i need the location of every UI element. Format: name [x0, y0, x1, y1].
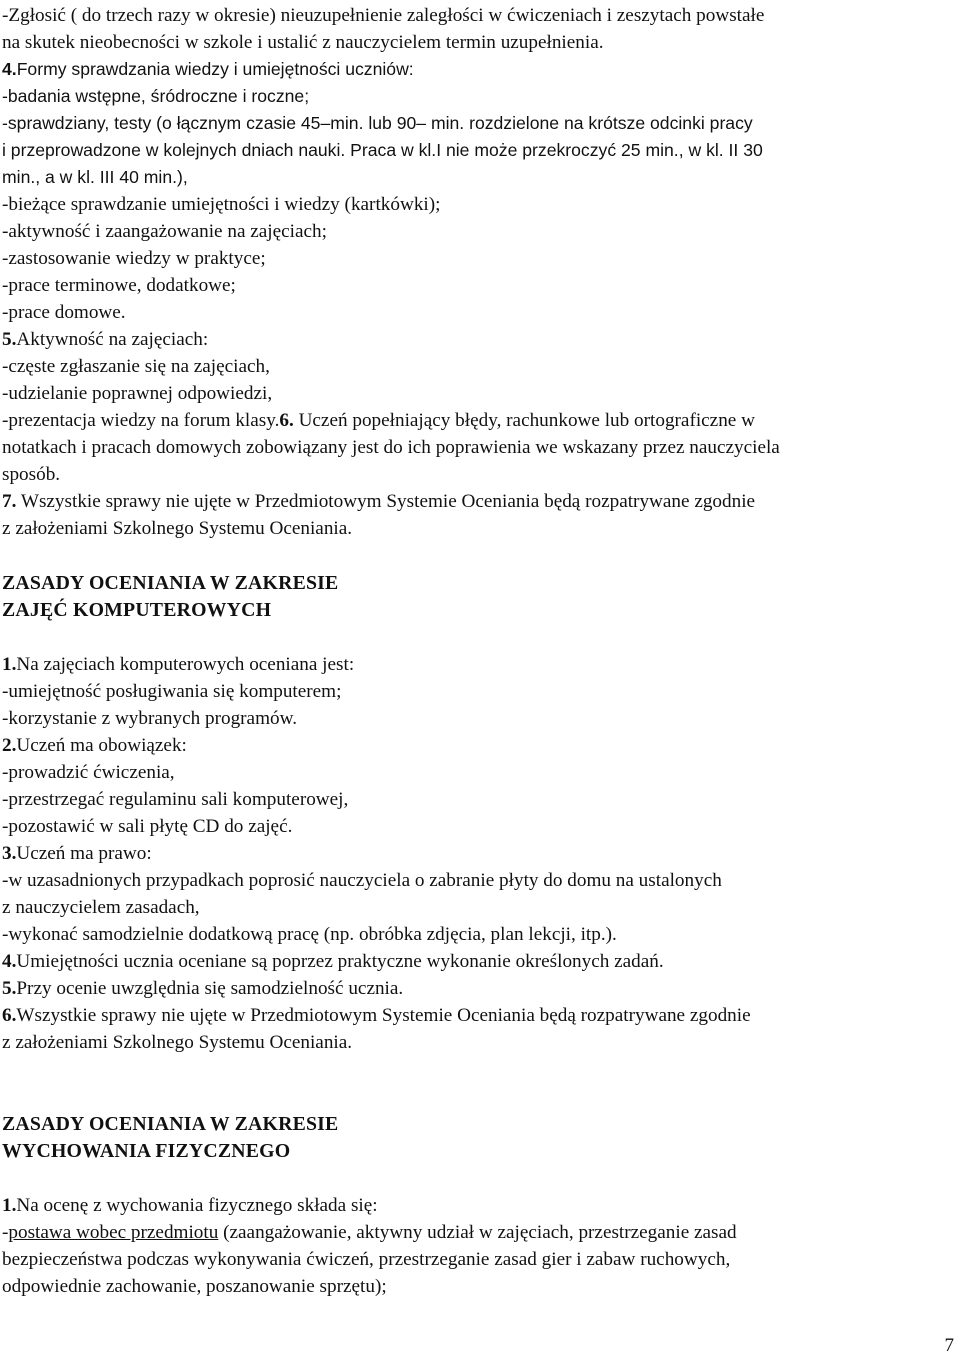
text-span: -prezentacja wiedzy na forum klasy. [2, 410, 280, 431]
text-line [2, 948, 958, 975]
text-line [2, 380, 958, 407]
text-line [2, 461, 958, 488]
text-span: -sprawdziany, testy (o łącznym czasie 45 [2, 113, 321, 133]
text-line [2, 434, 958, 461]
text-line [2, 245, 958, 272]
text-span: Uczeń popełniający błędy, rachunkowe lub ortograficzne w [293, 410, 755, 431]
text-span: z założeniami Szkolnego Systemu Oceniania. [2, 1032, 353, 1053]
text-line [2, 299, 958, 326]
text-span: -udzielanie poprawnej odpowiedzi, [2, 383, 273, 404]
text-line [2, 813, 958, 840]
item-number: 6. [279, 410, 294, 431]
item-number: 6. [2, 1005, 17, 1026]
text-span: (zaangażowanie, aktywny udział w zajęciach, przestrzeganie zasad [218, 1222, 737, 1243]
text-line [2, 1002, 958, 1029]
text-line [2, 1273, 958, 1300]
text-span: i przeprowadzone w kolejnych dniach nauki. Praca w kl.I [2, 140, 442, 160]
text-span: Na ocenę z wychowania fizycznego składa się: [16, 1195, 378, 1216]
page-number: 7 [944, 1335, 954, 1356]
text-line [2, 2, 958, 29]
text-span: -prowadzić ćwiczenia, [2, 762, 175, 783]
text-span: z nauczycielem zasadach, [2, 897, 200, 918]
text-span: Umiejętności ucznia oceniane są poprzez praktyczne wykonanie określonych zadań. [16, 951, 664, 972]
text-span: z założeniami Szkolnego Systemu Oceniania. [2, 518, 353, 539]
text-line [2, 110, 958, 137]
text-line [2, 678, 958, 705]
text-span: -badania wstępne, śródroczne i roczne; [2, 86, 310, 106]
text-span: Przy ocenie uwzględnia się samodzielność ucznia. [16, 978, 404, 999]
text-line [2, 1219, 958, 1246]
text-line [2, 867, 958, 894]
text-line [2, 326, 958, 353]
text-span: Uczeń ma prawo: [16, 843, 152, 864]
text-line [2, 218, 958, 245]
text-span: Wszystkie sprawy nie ujęte w Przedmiotowym Systemie Oceniania będą rozpatrywane zgodnie [16, 1005, 751, 1026]
text-span: -korzystanie z wybranych programów. [2, 708, 297, 729]
text-span: -zastosowanie wiedzy w praktyce; [2, 248, 266, 269]
text-span: bezpieczeństwa podczas wykonywania ćwiczeń, przestrzeganie zasad gier i zabaw ruchowych, [2, 1249, 731, 1270]
section-heading: ZASADY OCENIANIA W ZAKRESIE [2, 572, 339, 594]
text-line [2, 83, 958, 110]
text-line [2, 651, 958, 678]
item-number: 5. [2, 329, 17, 350]
text-line [2, 705, 958, 732]
text-line [2, 894, 958, 921]
text-line [2, 1192, 958, 1219]
item-number: 1. [2, 654, 17, 675]
section-heading: WYCHOWANIA FIZYCZNEGO [2, 1140, 291, 1162]
text-line [2, 840, 958, 867]
text-line [2, 1246, 958, 1273]
text-line [2, 786, 958, 813]
text-span: -umiejętność posługiwania się komputerem; [2, 681, 342, 702]
item-number: 2. [2, 735, 17, 756]
text-span: -bieżące sprawdzanie umiejętności i wiedzy (kartkówki); [2, 194, 441, 215]
text-span: Aktywność na zajęciach: [16, 329, 209, 350]
section-heading: ZASADY OCENIANIA W ZAKRESIE [2, 1113, 339, 1135]
text-line [2, 488, 958, 515]
text-line [2, 975, 958, 1002]
text-line [2, 515, 958, 542]
underlined-term: postawa wobec przedmiotu [8, 1222, 219, 1243]
item-number: 3. [2, 843, 17, 864]
text-line [2, 191, 958, 218]
text-span: na skutek nieobecności w szkole i ustalić z nauczycielem termin uzupełnienia. [2, 32, 604, 53]
text-span: -przestrzegać regulaminu sali komputerowej, [2, 789, 349, 810]
text-span: -prace terminowe, dodatkowe; [2, 275, 236, 296]
text-span: -pozostawić w sali płytę CD do zajęć. [2, 816, 293, 837]
text-span: - [2, 1222, 9, 1243]
text-line [2, 137, 958, 164]
text-line [2, 164, 958, 191]
text-line [2, 921, 958, 948]
text-span: -w uzasadnionych przypadkach poprosić nauczyciela o zabranie płyty do domu na ustalonych [2, 870, 722, 891]
item-number: 7. [2, 491, 17, 512]
text-span: Formy sprawdzania wiedzy i umiejętności uczniów: [16, 59, 414, 79]
item-number: 4. [2, 59, 17, 79]
text-span: -częste zgłaszanie się na zajęciach, [2, 356, 270, 377]
text-line [2, 353, 958, 380]
text-line [2, 272, 958, 299]
text-span: min., a w kl. III 40 min.), [2, 167, 188, 187]
text-line [2, 29, 958, 56]
section-heading: ZAJĘĆ KOMPUTEROWYCH [2, 599, 272, 621]
text-span: -wykonać samodzielnie dodatkową pracę (np. obróbka zdjęcia, plan lekcji, itp.). [2, 924, 617, 945]
text-span: -Zgłosić ( do trzech razy w okresie) nieuzupełnienie zaległości w ćwiczeniach i zeszytach powstałe [2, 5, 765, 26]
text-line [2, 1029, 958, 1056]
text-span: -prace domowe. [2, 302, 126, 323]
text-span: –min. lub 90– min. rozdzielone na krótsze odcinki pracy [320, 113, 753, 133]
text-span: Uczeń ma obowiązek: [16, 735, 187, 756]
text-span: -aktywność i zaangażowanie na zajęciach; [2, 221, 327, 242]
item-number: 1. [2, 1195, 17, 1216]
text-line [2, 407, 958, 434]
text-span: Wszystkie sprawy nie ujęte w Przedmiotowym Systemie Oceniania będą rozpatrywane zgodnie [16, 491, 756, 512]
text-span: odpowiednie zachowanie, poszanowanie sprzętu); [2, 1276, 387, 1297]
text-line [2, 759, 958, 786]
text-span: notatkach i pracach domowych zobowiązany jest do ich poprawienia we wskazany przez nauczyciela [2, 437, 780, 458]
text-span: sposób. [2, 464, 61, 485]
item-number: 4. [2, 951, 17, 972]
item-number: 5. [2, 978, 17, 999]
text-line [2, 56, 958, 83]
text-line [2, 732, 958, 759]
text-span: Na zajęciach komputerowych oceniana jest: [16, 654, 355, 675]
text-span: nie może przekroczyć 25 min., w kl. II 30 [441, 140, 763, 160]
